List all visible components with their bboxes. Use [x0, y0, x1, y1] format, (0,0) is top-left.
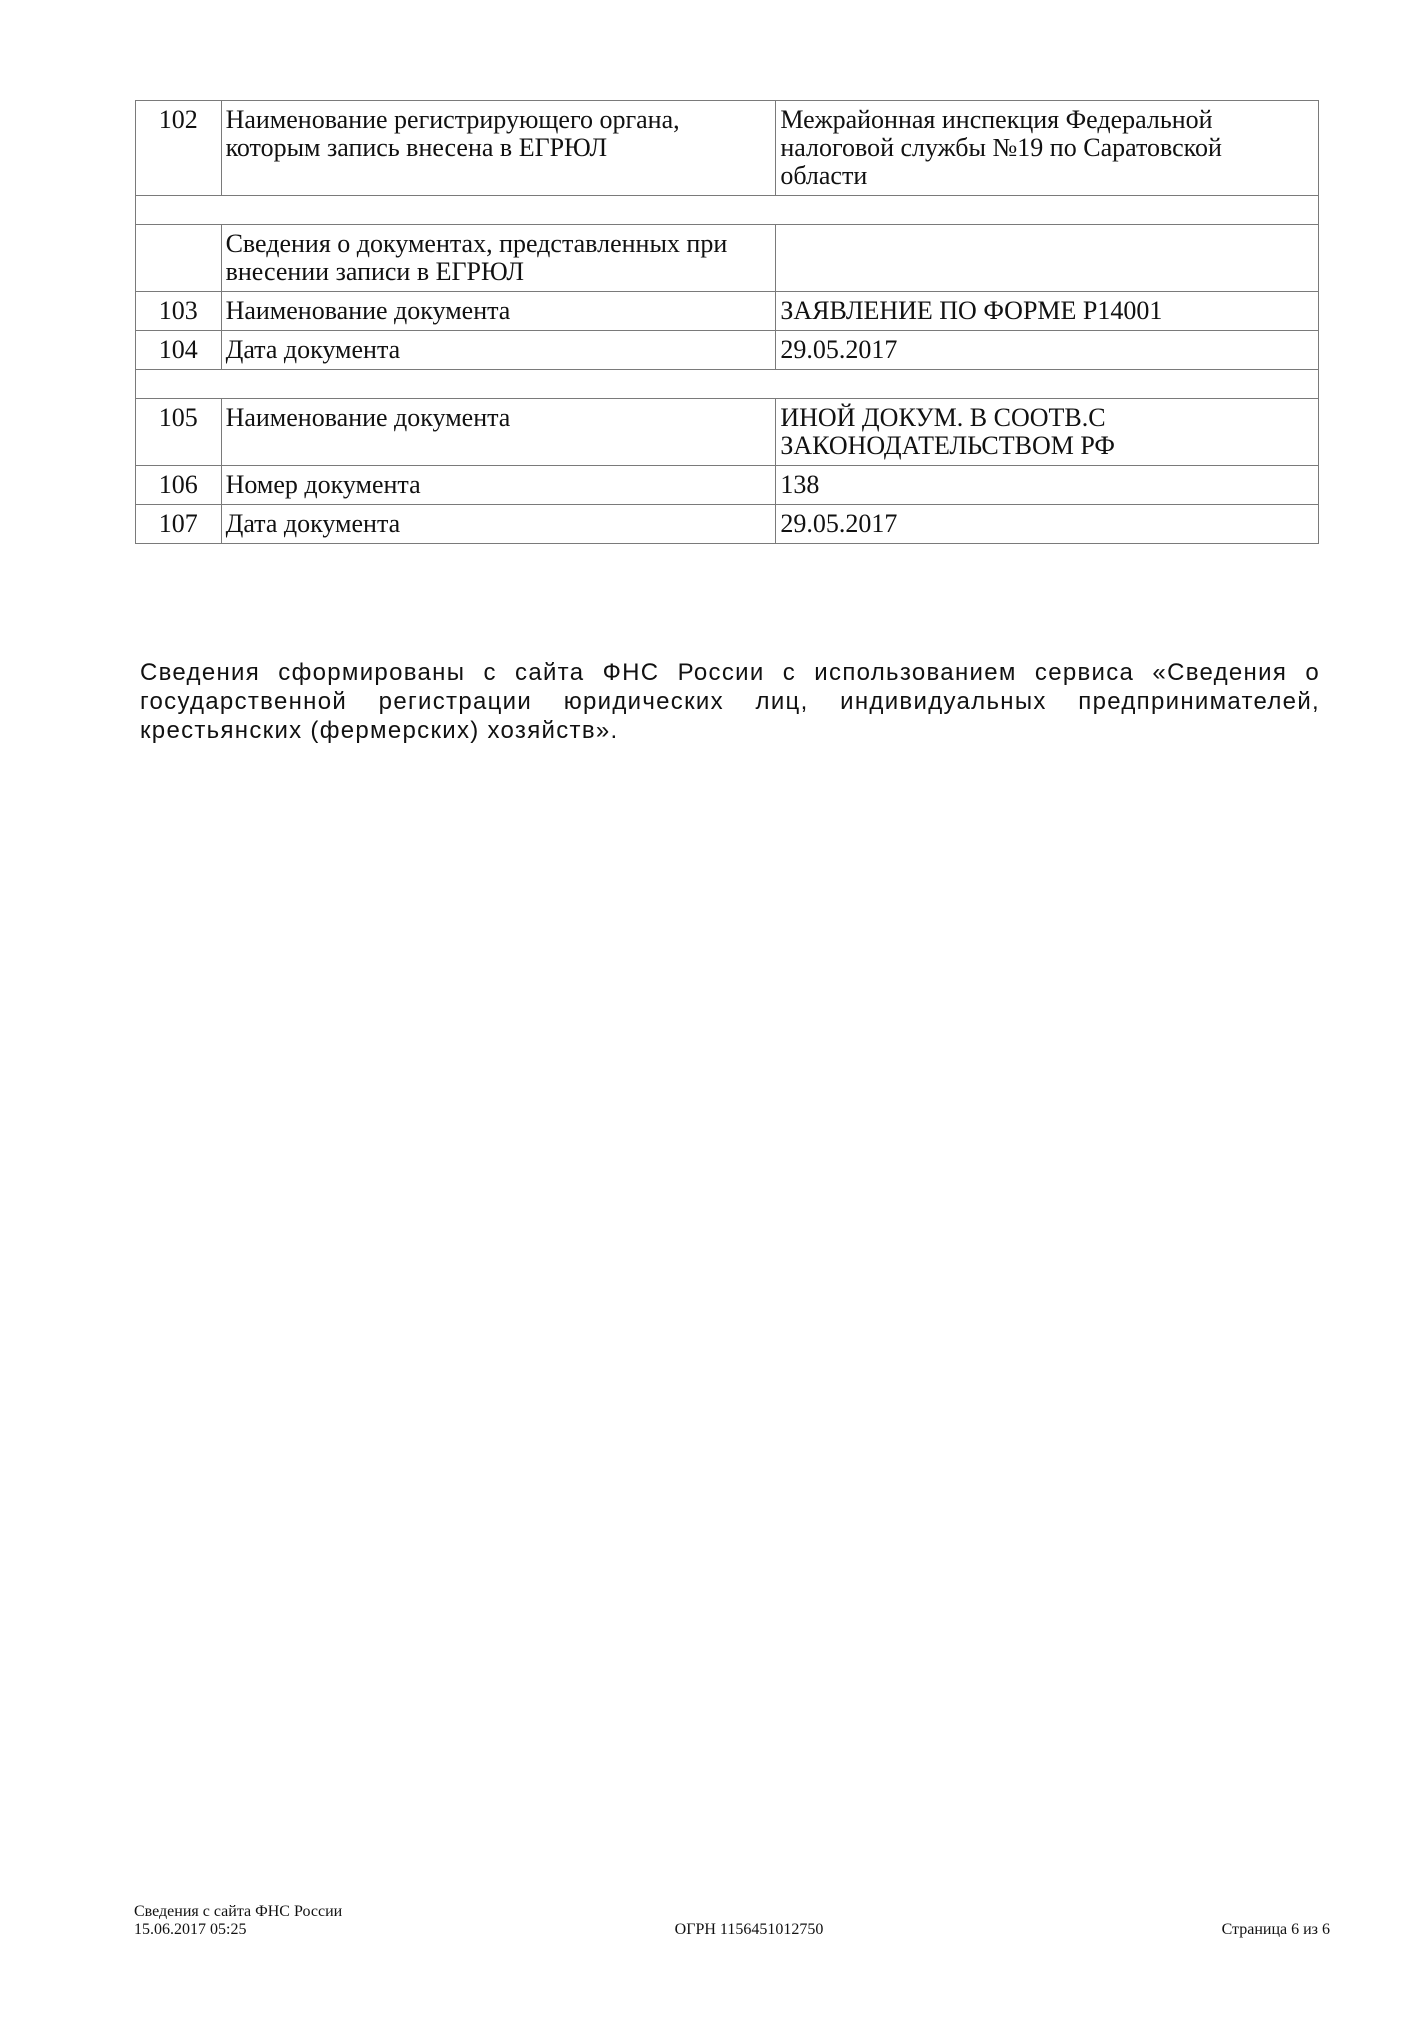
- row-label: Наименование документа: [221, 399, 776, 466]
- row-label: Дата документа: [221, 331, 776, 370]
- row-number: 107: [136, 505, 222, 544]
- footer-page-number: Страница 6 из 6: [1221, 1921, 1330, 1938]
- row-number: 106: [136, 466, 222, 505]
- footer-datetime: 15.06.2017 05:25: [134, 1921, 247, 1938]
- row-label: Наименование регистрирующего органа, которым запись внесена в ЕГРЮЛ: [221, 101, 776, 196]
- footer-ogrn: ОГРН 1156451012750: [674, 1921, 824, 1938]
- page-footer: [134, 1903, 1330, 1939]
- row-number: 105: [136, 399, 222, 466]
- row-value: ЗАЯВЛЕНИЕ ПО ФОРМЕ Р14001: [776, 292, 1319, 331]
- footer-row: [134, 1921, 1330, 1939]
- egrul-records-table: [135, 100, 1319, 544]
- row-label: Сведения о документах, представленных при внесении записи в ЕГРЮЛ: [221, 225, 776, 292]
- row-value: 29.05.2017: [776, 505, 1319, 544]
- source-note: Сведения сформированы с сайта ФНС России с использованием сервиса «Сведения о государственной регистрации юридических лиц, индивидуальных предпринимателей, крестьянских (фермерских) хозяйств».: [140, 659, 1320, 744]
- table-row: [136, 225, 1319, 292]
- table-row: [136, 331, 1319, 370]
- row-value: 29.05.2017: [776, 331, 1319, 370]
- row-value: ИНОЙ ДОКУМ. В СООТВ.С ЗАКОНОДАТЕЛЬСТВОМ РФ: [776, 399, 1319, 466]
- row-value: [776, 225, 1319, 292]
- table-spacer-row: [136, 370, 1319, 399]
- table-spacer-row: [136, 196, 1319, 225]
- row-value: 138: [776, 466, 1319, 505]
- row-number: 104: [136, 331, 222, 370]
- row-label: Дата документа: [221, 505, 776, 544]
- footer-source: Сведения с сайта ФНС России: [134, 1903, 343, 1920]
- row-label: Наименование документа: [221, 292, 776, 331]
- table-row: [136, 399, 1319, 466]
- table-row: [136, 505, 1319, 544]
- row-number: [136, 225, 222, 292]
- row-number: 102: [136, 101, 222, 196]
- table-row: [136, 292, 1319, 331]
- table-row: [136, 101, 1319, 196]
- row-value: Межрайонная инспекция Федеральной налоговой службы №19 по Саратовской области: [776, 101, 1319, 196]
- row-number: 103: [136, 292, 222, 331]
- row-label: Номер документа: [221, 466, 776, 505]
- table-row: [136, 466, 1319, 505]
